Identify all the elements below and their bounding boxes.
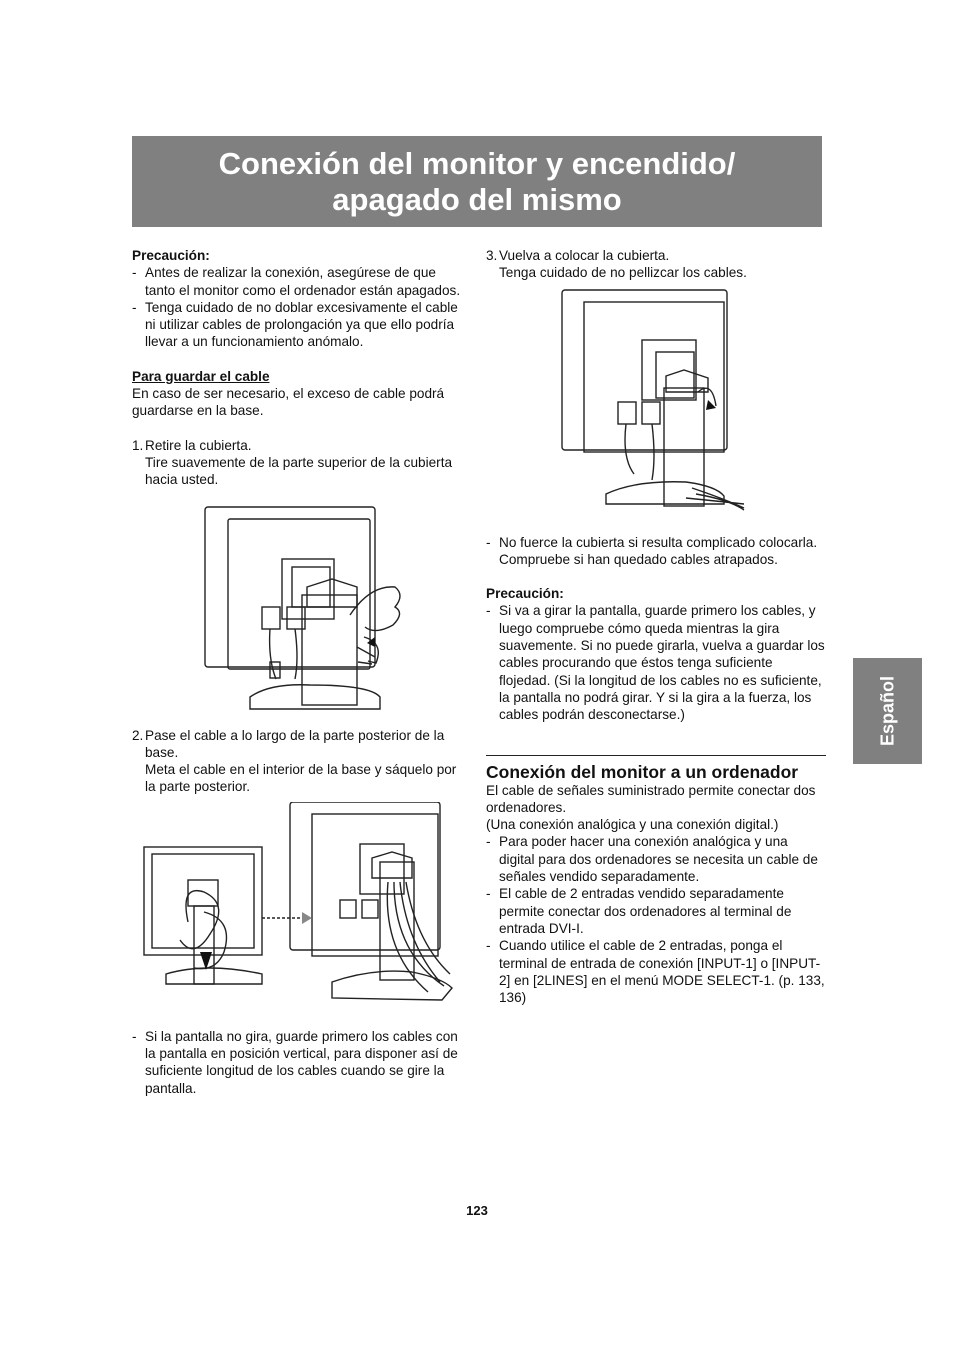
section-paragraph: (Una conexión analógica y una conexión digital.) [486,817,779,833]
step-2-detail: Meta el cable en el interior de la base y sáquelo por la parte posterior. [145,762,457,795]
step-3: 3. Vuelva a colocar la cubierta. [486,248,670,263]
page-title-line-1: Conexión del monitor y encendido/ [218,145,736,181]
step-1-detail: Tire suavemente de la parte superior de la cubierta hacia usted. [145,454,453,488]
right-column [486,247,826,1006]
step-2: 2. Pase el cable a lo largo de la parte posterior de la base. [132,727,445,760]
step-1: 1. Retire la cubierta. [132,437,252,453]
step-3-detail: Tenga cuidado de no pellizcar los cables. [499,265,747,281]
caution-item: - Antes de realizar la conexión, asegúrese de que tanto el monitor como el ordenador están apagados. [132,265,461,298]
section-item: - Para poder hacer una conexión analógica y una digital para dos ordenadores se necesita un cable de señales vendido separadamente. [486,834,818,885]
section-heading: Conexión del monitor a un ordenador [486,755,826,782]
replace-cover-illustration [486,288,826,528]
section-paragraph: El cable de señales suministrado permite conectar dos ordenadores. [486,782,816,815]
store-cable-intro: En caso de ser necesario, el exceso de cable podrá guardarse en la base. [132,386,445,419]
caution-item: - Si va a girar la pantalla, guarde primero los cables, y luego compruebe cómo queda mientras la gira suavemente. Si no puede girarla, vuelva a guardar los cables procurando que éstos tenga suficiente flojedad. (Si la longitud de los cables no es suficiente, la pantalla no podrá girar. Y si la gira a la fuerza, los cables podrán desconectarse.) [486,603,825,723]
caution-heading: Precaución: [486,586,564,602]
page-title-line-2: apagado del mismo [332,181,622,217]
rotation-note: - Si la pantalla no gira, guarde primero los cables con la pantalla en posición vertical, para disponer así de suficiente longitud de los cables cuando se gire la pantalla. [132,1028,458,1096]
page-number: 123 [466,1203,488,1218]
left-column [132,247,467,1097]
route-cable-illustration [132,802,467,1022]
store-cable-heading: Para guardar el cable [132,368,270,384]
section-item: - El cable de 2 entradas vendido separadamente permite conectar dos ordenadores al terminal de entrada DVI-I. [486,886,792,936]
language-tab [853,658,922,764]
language-tab-label: Español [877,675,897,747]
page-title [132,136,822,227]
caution-item: - Tenga cuidado de no doblar excesivamente el cable ni utilizar cables de prolongación ya que ello podría llevar a un funcionamiento anómalo. [132,299,458,350]
remove-cover-illustration [132,497,467,727]
caution-heading: Precaución: [132,248,210,263]
section-item: - Cuando utilice el cable de 2 entradas, ponga el terminal de entrada de conexión [INPUT-1] o [INPUT-2] en [2LINES] en el menú MODE SELECT-1. (p. 133, 136) [486,938,825,1006]
cover-note: - No fuerce la cubierta si resulta complicado colocarla. Compruebe si han quedado cables atrapados. [486,534,818,567]
